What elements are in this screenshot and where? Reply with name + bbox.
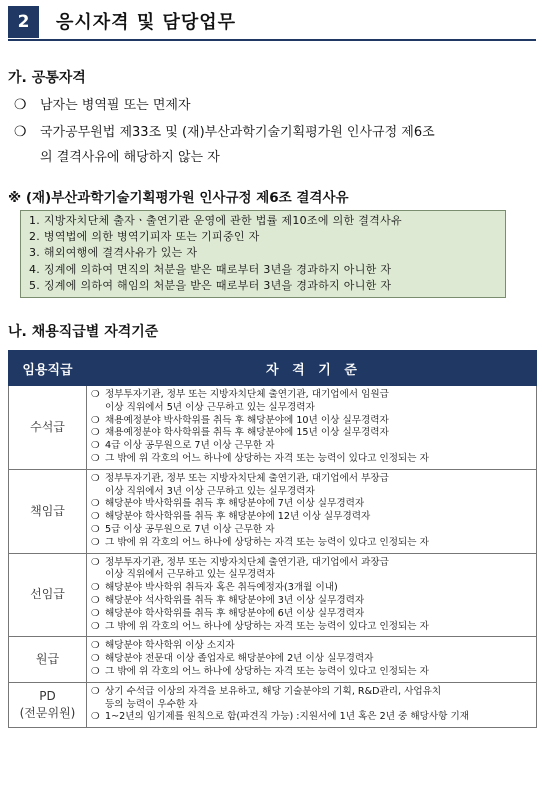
hollow-circle-bullet-icon: ❍ <box>91 685 100 697</box>
table-row <box>9 386 537 470</box>
grade-cell: PD (전문위원) <box>9 682 87 727</box>
common-item-1: ❍ 남자는 병역필 또는 면제자 <box>14 97 191 113</box>
hollow-circle-bullet-icon: ❍ <box>91 498 100 510</box>
col-header-criteria: 자 격 기 준 <box>87 351 537 386</box>
criteria-text: 해당분야 전문대 이상 졸업자로 해당분야에 2년 이상 실무경력자 <box>105 653 374 665</box>
hollow-circle-bullet-icon: ❍ <box>91 440 100 452</box>
criteria-item <box>91 440 532 453</box>
col-header-grade: 임용직급 <box>9 351 87 386</box>
criteria-text: 정부투자기관, 정부 또는 지방자치단체 출연기관, 대기업에서 부장급 <box>105 472 389 484</box>
criteria-item <box>91 473 532 486</box>
criteria-text: 정부투자기관, 정부 또는 지방자치단체 출연기관, 대기업에서 임원급 <box>105 389 389 400</box>
hollow-circle-bullet-icon: ❍ <box>91 452 100 464</box>
criteria-text: 그 밖에 위 각호의 어느 하나에 상당하는 자격 또는 능력이 있다고 인정되는 자 <box>105 620 429 632</box>
criteria-cell <box>87 386 537 470</box>
table-row <box>9 637 537 682</box>
criteria-text: 이상 직위에서 근무하고 있는 실무경력자 <box>105 569 275 581</box>
grade-cell: 원급 <box>9 637 87 682</box>
grade-cell: 선임급 <box>9 553 87 637</box>
hollow-circle-bullet-icon: ❍ <box>91 472 100 484</box>
hollow-circle-bullet-icon: ❍ <box>91 653 100 665</box>
criteria-item <box>91 653 532 666</box>
grade-cell: 책임급 <box>9 469 87 553</box>
section-title: 응시자격 및 담당업무 <box>56 12 237 33</box>
criteria-item <box>91 453 532 466</box>
criteria-item <box>91 427 532 440</box>
criteria-text: 그 밖에 위 각호의 어느 하나에 상당하는 자격 또는 능력이 있다고 인정되는 자 <box>105 665 429 677</box>
criteria-cell <box>87 682 537 727</box>
disqualification-item: 2. 병역법에 의한 병역기피자 또는 기피중인 자 <box>29 230 260 244</box>
criteria-item <box>91 608 532 621</box>
criteria-text: 4급 이상 공무원으로 7년 이상 근무한 자 <box>105 440 275 452</box>
disqualification-title: ※ (재)부산과학기술기획평가원 인사규정 제6조 결격사유 <box>8 190 349 206</box>
criteria-cell <box>87 553 537 637</box>
hollow-circle-bullet-icon: ❍ <box>91 665 100 677</box>
criteria-text: 그 밖에 위 각호의 어느 하나에 상당하는 자격 또는 능력이 있다고 인정되는 자 <box>105 452 429 464</box>
criteria-text: 등의 능력이 우수한 자 <box>105 698 198 710</box>
criteria-text: 5급 이상 공무원으로 7년 이상 근무한 자 <box>105 523 275 535</box>
criteria-text: 상기 수석급 이상의 자격을 보유하고, 해당 기술분야의 기획, R&D관리, 사업유치 <box>105 685 442 697</box>
hollow-circle-bullet-icon: ❍ <box>91 511 100 523</box>
section-header <box>0 0 542 44</box>
criteria-item <box>91 415 532 428</box>
section-number: 2 <box>8 6 39 38</box>
table-row <box>9 553 537 637</box>
criteria-text: 채용예정분야 박사학위를 취득 후 해당분야에 10년 이상 실무경력자 <box>105 414 389 426</box>
criteria-text: 이상 직위에서 5년 이상 근무하고 있는 실무경력자 <box>105 401 315 413</box>
disqualification-item: 5. 징계에 의하여 해임의 처분을 받은 때로부터 3년을 경과하지 아니한 자 <box>29 278 392 292</box>
criteria-item <box>91 686 532 699</box>
criteria-item <box>91 699 532 712</box>
table-row <box>9 682 537 727</box>
hollow-circle-bullet-icon: ❍ <box>91 536 100 548</box>
criteria-item <box>91 711 532 724</box>
hollow-circle-bullet-icon: ❍ <box>91 389 100 400</box>
criteria-text: 채용예정분야 학사학위를 취득 후 해당분야에 15년 이상 실무경력자 <box>105 427 389 439</box>
criteria-item <box>91 666 532 679</box>
criteria-cell <box>87 637 537 682</box>
hollow-circle-bullet-icon: ❍ <box>91 711 100 723</box>
grade-criteria-title: 나. 채용직급별 자격기준 <box>8 324 159 340</box>
hollow-circle-bullet-icon: ❍ <box>91 414 100 426</box>
hollow-circle-bullet-icon: ❍ <box>91 523 100 535</box>
criteria-item <box>91 595 532 608</box>
criteria-item <box>91 511 532 524</box>
criteria-item <box>91 537 532 550</box>
criteria-item <box>91 582 532 595</box>
disqualification-item: 1. 지방자치단체 출자ㆍ출연기관 운영에 관한 법률 제10조에 의한 결격사유 <box>29 214 402 227</box>
criteria-text: 해당분야 학사학위를 취득 후 해당분야에 6년 이상 실무경력자 <box>105 607 365 619</box>
criteria-item <box>91 389 532 402</box>
table-header-row <box>9 351 537 386</box>
hollow-circle-bullet-icon: ❍ <box>91 640 100 652</box>
common-item-2-cont: 의 결격사유에 해당하지 않는 자 <box>40 150 220 165</box>
criteria-text: 1~2년의 임기제를 원칙으로 함(파견직 가능) :지원서에 1년 혹은 2년 중 해당사항 기재 <box>105 711 470 723</box>
hollow-circle-bullet-icon: ❍ <box>14 124 27 140</box>
criteria-item <box>91 486 532 499</box>
criteria-item <box>91 402 532 415</box>
hollow-circle-bullet-icon: ❍ <box>91 427 100 439</box>
criteria-text: 해당분야 학사학위를 취득 후 해당분야에 12년 이상 실무경력자 <box>105 511 371 523</box>
hollow-circle-bullet-icon: ❍ <box>91 582 100 594</box>
grade-cell: 수석급 <box>9 386 87 470</box>
common-item-2: ❍ 국가공무원법 제33조 및 (재)부산과학기술기획평가원 인사규정 제6조 <box>14 124 435 140</box>
disqualification-item: 4. 징계에 의하여 면직의 처분을 받은 때로부터 3년을 경과하지 아니한 자 <box>29 262 392 276</box>
criteria-text: 해당분야 석사학위를 취득 후 해당분야에 3년 이상 실무경력자 <box>105 594 365 606</box>
hollow-circle-bullet-icon: ❍ <box>91 594 100 606</box>
criteria-text: 해당분야 학사학위 이상 소지자 <box>105 640 235 652</box>
criteria-item <box>91 557 532 570</box>
criteria-text: 해당분야 박사학위를 취득 후 해당분야에 7년 이상 실무경력자 <box>105 498 365 510</box>
disqualification-box <box>20 210 506 298</box>
criteria-item <box>91 569 532 582</box>
criteria-text: 정부투자기관, 정부 또는 지방자치단체 출연기관, 대기업에서 과장급 <box>105 556 389 568</box>
hollow-circle-bullet-icon: ❍ <box>91 620 100 632</box>
criteria-text: 이상 직위에서 3년 이상 근무하고 있는 실무경력자 <box>105 485 315 497</box>
criteria-text: 해당분야 박사학위 취득자 혹은 취득예정자(3개월 이내) <box>105 582 338 594</box>
qualification-table <box>8 350 537 728</box>
criteria-item <box>91 621 532 634</box>
criteria-item <box>91 498 532 511</box>
criteria-item <box>91 640 532 653</box>
hollow-circle-bullet-icon: ❍ <box>91 556 100 568</box>
section-divider <box>8 39 536 41</box>
criteria-text: 그 밖에 위 각호의 어느 하나에 상당하는 자격 또는 능력이 있다고 인정되는 자 <box>105 536 429 548</box>
criteria-item <box>91 524 532 537</box>
hollow-circle-bullet-icon: ❍ <box>14 97 27 113</box>
disqualification-item: 3. 해외여행에 결격사유가 있는 자 <box>29 246 198 260</box>
common-qualification-title: 가. 공통자격 <box>8 70 86 86</box>
table-row <box>9 469 537 553</box>
hollow-circle-bullet-icon: ❍ <box>91 607 100 619</box>
criteria-cell <box>87 469 537 553</box>
